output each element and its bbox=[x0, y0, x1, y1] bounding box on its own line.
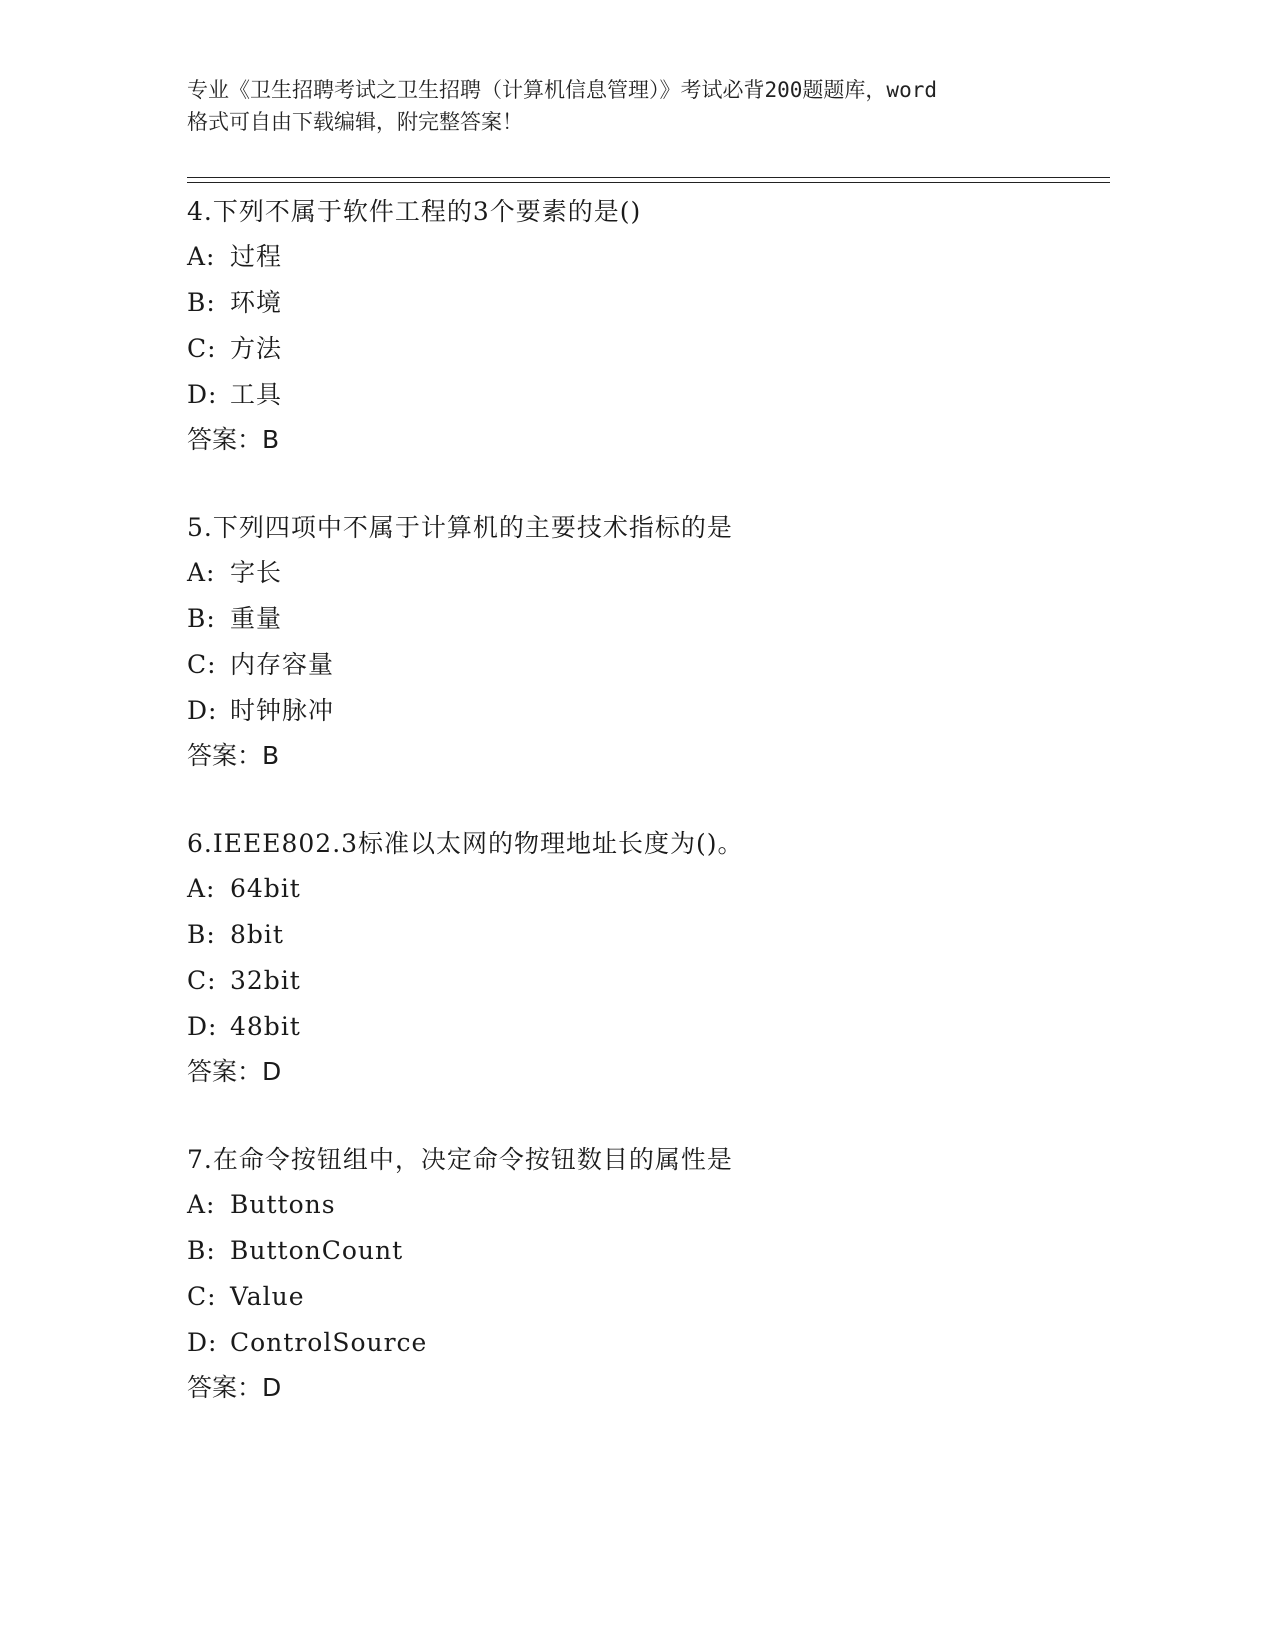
option-text: Value bbox=[230, 1282, 305, 1311]
header-divider-bottom bbox=[187, 182, 1110, 183]
option-letter: B: bbox=[187, 288, 216, 317]
option-letter: B: bbox=[187, 604, 216, 633]
option-d bbox=[187, 688, 1107, 734]
question-text: 6.IEEE802.3标准以太网的物理地址长度为()。 bbox=[187, 829, 744, 858]
option-b bbox=[187, 1228, 1107, 1274]
option-text: ButtonCount bbox=[230, 1236, 404, 1265]
option-d bbox=[187, 1004, 1107, 1050]
option-text: 重量 bbox=[230, 604, 283, 633]
option-c bbox=[187, 958, 1107, 1004]
option-text: 内存容量 bbox=[230, 650, 335, 679]
answer-text: 答案：B bbox=[187, 425, 280, 454]
option-a bbox=[187, 234, 1107, 280]
question-item bbox=[187, 1138, 1107, 1410]
answer-text: 答案：B bbox=[187, 741, 280, 770]
option-text: 32bit bbox=[230, 966, 301, 995]
question-item bbox=[187, 506, 1107, 778]
option-text: 64bit bbox=[230, 874, 301, 903]
question-text: 4.下列不属于软件工程的3个要素的是() bbox=[187, 197, 642, 226]
option-text: 环境 bbox=[230, 288, 283, 317]
question-text: 5.下列四项中不属于计算机的主要技术指标的是 bbox=[187, 513, 733, 542]
option-c bbox=[187, 642, 1107, 688]
header-divider-top bbox=[187, 177, 1110, 178]
option-letter: C: bbox=[187, 1282, 217, 1311]
option-letter: D: bbox=[187, 380, 218, 409]
option-b bbox=[187, 280, 1107, 326]
option-letter: D: bbox=[187, 696, 218, 725]
option-letter: C: bbox=[187, 334, 217, 363]
header-line-2: 格式可自由下载编辑，附完整答案！ bbox=[187, 110, 523, 134]
answer-text: 答案：D bbox=[187, 1373, 282, 1402]
question-list bbox=[187, 190, 1107, 1454]
option-d bbox=[187, 372, 1107, 418]
option-text: 过程 bbox=[230, 242, 283, 271]
option-c bbox=[187, 1274, 1107, 1320]
option-a bbox=[187, 550, 1107, 596]
option-letter: A: bbox=[187, 242, 216, 271]
option-letter: D: bbox=[187, 1012, 218, 1041]
option-letter: A: bbox=[187, 558, 216, 587]
question-item bbox=[187, 190, 1107, 462]
option-letter: D: bbox=[187, 1328, 218, 1357]
header-line-1: 专业《卫生招聘考试之卫生招聘（计算机信息管理）》考试必背200题题库，word bbox=[187, 78, 937, 102]
option-text: 时钟脉冲 bbox=[230, 696, 335, 725]
option-text: 8bit bbox=[230, 920, 284, 949]
option-c bbox=[187, 326, 1107, 372]
question-text: 7.在命令按钮组中，决定命令按钮数目的属性是 bbox=[187, 1145, 733, 1174]
option-a bbox=[187, 866, 1107, 912]
answer-text: 答案：D bbox=[187, 1057, 282, 1086]
option-text: 工具 bbox=[230, 380, 283, 409]
option-d bbox=[187, 1320, 1107, 1366]
option-letter: A: bbox=[187, 1190, 216, 1219]
option-letter: B: bbox=[187, 920, 216, 949]
option-text: 方法 bbox=[230, 334, 283, 363]
option-letter: A: bbox=[187, 874, 216, 903]
option-b bbox=[187, 912, 1107, 958]
option-text: Buttons bbox=[230, 1190, 336, 1219]
question-item bbox=[187, 822, 1107, 1094]
document-header bbox=[187, 74, 1087, 138]
option-letter: C: bbox=[187, 966, 217, 995]
option-text: 48bit bbox=[230, 1012, 301, 1041]
option-text: 字长 bbox=[230, 558, 283, 587]
option-text: ControlSource bbox=[230, 1328, 428, 1357]
option-letter: C: bbox=[187, 650, 217, 679]
option-letter: B: bbox=[187, 1236, 216, 1265]
option-b bbox=[187, 596, 1107, 642]
option-a bbox=[187, 1182, 1107, 1228]
